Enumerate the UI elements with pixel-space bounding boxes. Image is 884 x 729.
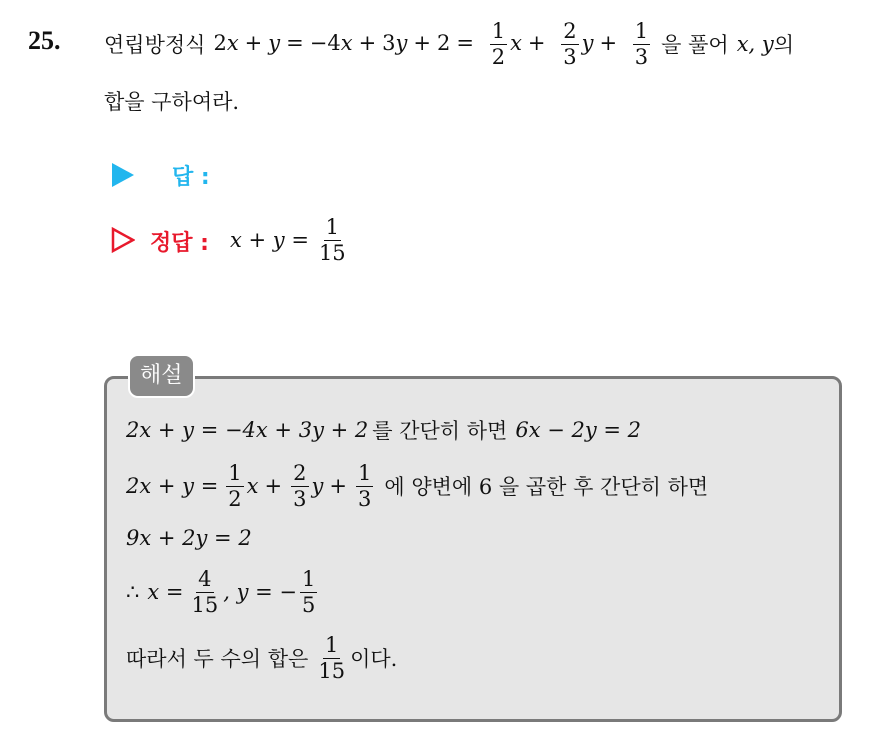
answer-label: 답 : <box>172 165 210 190</box>
solution-line-5: 따라서 두 수의 합은 $\frac{1}{15}$ 이다. <box>126 632 398 683</box>
question-number: 25. <box>28 26 61 55</box>
solution-line-2: 2x + y = $\frac{1}{2}$ x + $\frac{2}{3}$ y + $\frac{1}{3}$ 에 양변에 6 을 곱한 후 간단히 하면 <box>126 460 709 511</box>
question-equation: 2x + y = −4x + 3y + 2 = $\frac{1}{2}$ x + $\frac{2}{3}$ y + $\frac{1}{3}$ <box>213 18 649 69</box>
question-line-1 <box>104 14 794 74</box>
solution-line-1: 2x + y = −4x + 3y + 2 를 간단히 하면 6x − 2y = 2 <box>126 418 642 443</box>
question-suffix-2: 의 <box>773 33 795 57</box>
solution-line-4: ∴ x = $\frac{4}{15}$ , y = − $\frac{1}{5}$ <box>126 566 316 617</box>
correct-answer-label: 정답 : <box>150 231 209 256</box>
question-vars: x, y <box>736 32 774 56</box>
correct-answer-expr: x + y = $\frac{1}{15}$ <box>230 214 346 265</box>
solution-line-3: 9x + 2y = 2 <box>126 526 252 550</box>
play-arrow-icon <box>112 163 134 187</box>
hollow-triangle-icon <box>111 227 135 253</box>
question-line-2: 합을 구하여라. <box>104 90 240 114</box>
question-suffix: 을 풀어 <box>661 33 729 57</box>
solution-tab: 해설 <box>128 354 195 398</box>
question-prefix: 연립방정식 <box>104 33 206 57</box>
